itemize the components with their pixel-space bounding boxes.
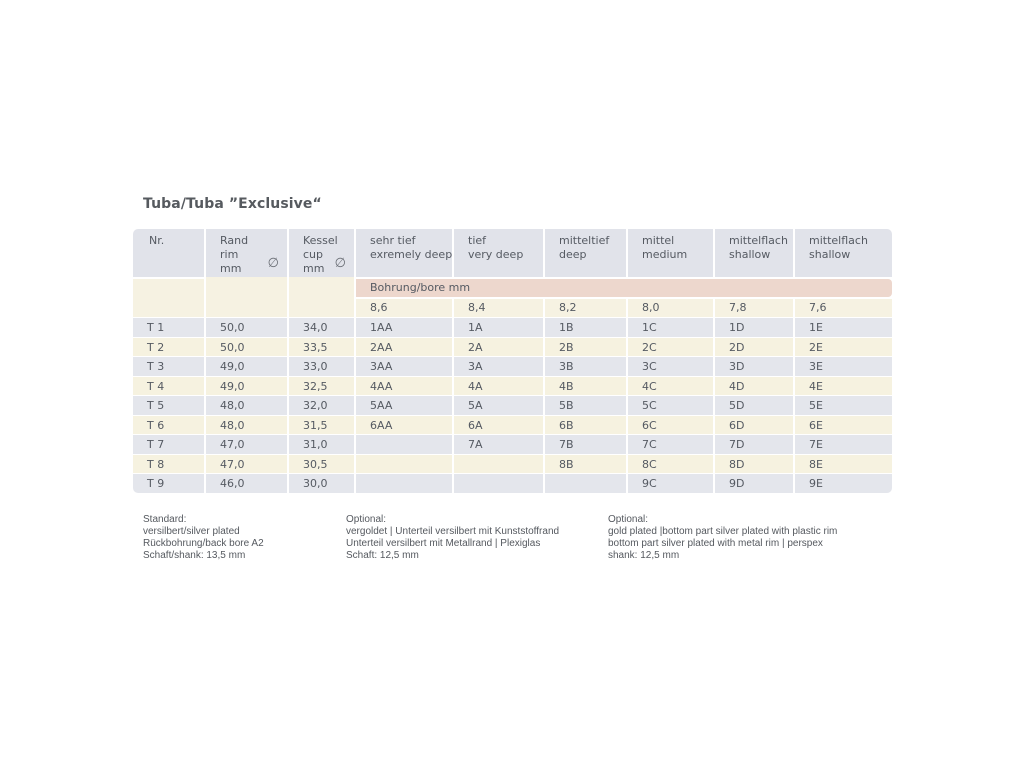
table-cell: 30,5 <box>289 454 356 474</box>
note-line: vergoldet | Unterteil versilbert mit Kunststoffrand <box>346 526 560 537</box>
table-cell: 1AA <box>356 317 454 337</box>
bore-value: 7,8 <box>715 299 795 317</box>
table-cell: 5A <box>454 395 545 415</box>
table-cell: 2AA <box>356 337 454 357</box>
table-cell: 7C <box>628 434 715 454</box>
table-cell: 5B <box>545 395 628 415</box>
table-cell: 47,0 <box>206 454 289 474</box>
note-line: Unterteil versilbert mit Metallrand | Plexiglas <box>346 538 541 549</box>
table-cell: 46,0 <box>206 473 289 493</box>
table-cell: 8C <box>628 454 715 474</box>
table-cell: 3AA <box>356 356 454 376</box>
table-cell: T 6 <box>133 415 206 435</box>
table-cell: 5AA <box>356 395 454 415</box>
table-row <box>133 395 892 415</box>
table-cell: T 5 <box>133 395 206 415</box>
header-cell <box>795 229 892 277</box>
note-standard <box>143 514 264 562</box>
table-cell: T 2 <box>133 337 206 357</box>
header-line: mittelflach <box>809 234 868 247</box>
header-line: medium <box>642 248 688 261</box>
table-cell: 9D <box>715 473 795 493</box>
table-cell: 8E <box>795 454 892 474</box>
bore-spacer <box>206 277 289 317</box>
table-cell: 48,0 <box>206 395 289 415</box>
note-line: Standard: <box>143 514 187 525</box>
note-line: Rückbohrung/back bore A2 <box>143 538 264 549</box>
table-cell: T 9 <box>133 473 206 493</box>
table-cell: 31,0 <box>289 434 356 454</box>
table-cell: 3A <box>454 356 545 376</box>
table-cell <box>356 434 454 454</box>
table-row <box>133 337 892 357</box>
header-line: mm <box>303 262 325 275</box>
table-cell: 47,0 <box>206 434 289 454</box>
table-cell: 4AA <box>356 376 454 396</box>
table-cell: 48,0 <box>206 415 289 435</box>
table-cell: 1C <box>628 317 715 337</box>
table-cell: 31,5 <box>289 415 356 435</box>
table-cell: 7A <box>454 434 545 454</box>
bore-value: 8,2 <box>545 299 628 317</box>
table-cell: 50,0 <box>206 317 289 337</box>
table-cell: T 3 <box>133 356 206 376</box>
table-cell: 9E <box>795 473 892 493</box>
table-cell: 32,5 <box>289 376 356 396</box>
header-cell <box>715 229 795 277</box>
table-cell: 6A <box>454 415 545 435</box>
header-line: Kessel <box>303 234 338 247</box>
bore-value: 7,6 <box>795 299 892 317</box>
table-cell: 6D <box>715 415 795 435</box>
table-cell: 2D <box>715 337 795 357</box>
table-cell: 8D <box>715 454 795 474</box>
header-line: cup <box>303 248 324 261</box>
table-cell: 5C <box>628 395 715 415</box>
bore-value: 8,0 <box>628 299 715 317</box>
header-line: very deep <box>468 248 524 261</box>
table-row <box>133 454 892 474</box>
table-cell: 2B <box>545 337 628 357</box>
table-cell <box>454 473 545 493</box>
header-line: shallow <box>729 248 771 261</box>
table-cell: 30,0 <box>289 473 356 493</box>
table-cell: 1B <box>545 317 628 337</box>
table-cell: 49,0 <box>206 376 289 396</box>
note-line: bottom part silver plated with metal rim | perspex <box>608 538 823 549</box>
header-line: mm <box>220 262 242 275</box>
bore-row <box>133 277 892 317</box>
table-cell: 4D <box>715 376 795 396</box>
note-line: Schaft/shank: 13,5 mm <box>143 550 246 561</box>
table-cell: 6B <box>545 415 628 435</box>
table-header <box>133 229 892 277</box>
table-cell <box>545 473 628 493</box>
table-cell: 1A <box>454 317 545 337</box>
table-cell: 7D <box>715 434 795 454</box>
table-cell <box>356 454 454 474</box>
table-cell: 2A <box>454 337 545 357</box>
header-line: Nr. <box>149 234 165 247</box>
table-cell: 7B <box>545 434 628 454</box>
header-cell <box>628 229 715 277</box>
table-cell: 8B <box>545 454 628 474</box>
bore-value: 8,4 <box>454 299 545 317</box>
table-cell: 33,0 <box>289 356 356 376</box>
bore-value: 8,6 <box>356 299 454 317</box>
table-cell: 2E <box>795 337 892 357</box>
table-row <box>133 415 892 435</box>
note-optional-en <box>608 514 837 562</box>
table-cell: 4E <box>795 376 892 396</box>
note-line: Optional: <box>608 514 649 525</box>
table-cell: 1D <box>715 317 795 337</box>
table-cell <box>454 454 545 474</box>
table-cell: 2C <box>628 337 715 357</box>
table-cell: 4C <box>628 376 715 396</box>
table-cell: 4B <box>545 376 628 396</box>
table-row <box>133 473 892 493</box>
table-row <box>133 317 892 337</box>
table-cell: 5D <box>715 395 795 415</box>
note-line: gold plated |bottom part silver plated with plastic rim <box>608 526 838 537</box>
header-line: mittelflach <box>729 234 788 247</box>
header-cell <box>545 229 628 277</box>
table-cell: 6C <box>628 415 715 435</box>
table-cell: 7E <box>795 434 892 454</box>
header-line: exremely deep <box>370 248 453 261</box>
table-cell: 5E <box>795 395 892 415</box>
diameter-icon: ∅ <box>267 256 279 271</box>
header-line: deep <box>559 248 587 261</box>
header-cell <box>133 229 206 277</box>
table-cell: T 1 <box>133 317 206 337</box>
table-row <box>133 434 892 454</box>
mouthpiece-table <box>133 229 892 493</box>
note-line: shank: 12,5 mm <box>608 550 680 561</box>
note-line: Schaft: 12,5 mm <box>346 550 419 561</box>
table-cell: 32,0 <box>289 395 356 415</box>
table-row <box>133 376 892 396</box>
header-line: shallow <box>809 248 851 261</box>
header-line: tief <box>468 234 487 247</box>
header-cell <box>206 229 289 277</box>
page-title: Tuba/Tuba ”Exclusive“ <box>143 196 322 212</box>
table-cell: 1E <box>795 317 892 337</box>
table-cell: 50,0 <box>206 337 289 357</box>
table-cell: 6E <box>795 415 892 435</box>
table-cell: 6AA <box>356 415 454 435</box>
bore-group <box>356 277 892 317</box>
table-cell: 4A <box>454 376 545 396</box>
header-line: mitteltief <box>559 234 610 247</box>
bore-spacer <box>133 277 206 317</box>
note-optional-de <box>346 514 559 562</box>
diameter-icon: ∅ <box>334 256 346 271</box>
table-cell: 3D <box>715 356 795 376</box>
header-cell <box>356 229 454 277</box>
table-cell: T 7 <box>133 434 206 454</box>
table-cell: 3E <box>795 356 892 376</box>
header-line: mittel <box>642 234 675 247</box>
note-line: Optional: <box>346 514 387 525</box>
bore-label: Bohrung/bore mm <box>356 279 892 297</box>
table-cell: 49,0 <box>206 356 289 376</box>
bore-values <box>356 299 892 317</box>
bore-spacer <box>289 277 356 317</box>
table-cell: 3C <box>628 356 715 376</box>
table-cell: 33,5 <box>289 337 356 357</box>
header-cell <box>289 229 356 277</box>
header-line: Rand <box>220 234 249 247</box>
table-cell: T 4 <box>133 376 206 396</box>
table-cell: 9C <box>628 473 715 493</box>
header-cell <box>454 229 545 277</box>
table-cell <box>356 473 454 493</box>
header-line: rim <box>220 248 239 261</box>
table-cell: 3B <box>545 356 628 376</box>
table-body <box>133 317 892 493</box>
table-cell: 34,0 <box>289 317 356 337</box>
table-cell: T 8 <box>133 454 206 474</box>
header-line: sehr tief <box>370 234 416 247</box>
table-row <box>133 356 892 376</box>
note-line: versilbert/silver plated <box>143 526 240 537</box>
